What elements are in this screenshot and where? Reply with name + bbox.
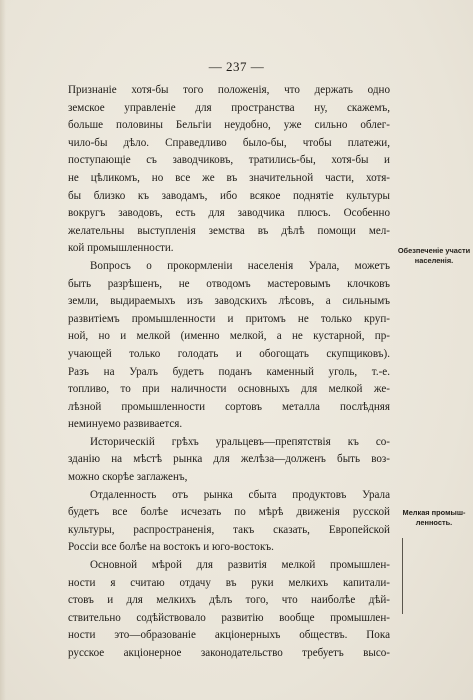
text-line: развитіемъ промышленности и притомъ не только круп- bbox=[68, 312, 390, 325]
text-line: учающей только голодать и обогощать скупщиковъ). bbox=[68, 347, 390, 360]
text-line: не цѣликомъ, но все же въ значительной части, хотя- bbox=[68, 171, 390, 184]
text-line: Россіи все болѣе на востокъ и юго-востокъ. bbox=[68, 541, 274, 554]
text-line: чило-бы дѣло. Справедливо было-бы, чтобы платежи, bbox=[68, 136, 390, 149]
text-line: вокругъ заводовъ, есть для заводчика плюсъ. Особенно bbox=[68, 207, 390, 220]
text-line: лѣзной промышленности сортовъ металла послѣдняя bbox=[68, 400, 390, 413]
text-line: земли, выдираемыхъ изъ заводскихъ лѣсовъ, а сильнымъ bbox=[68, 295, 390, 308]
body-text bbox=[68, 82, 390, 663]
text-line: культуры, распространенія, такъ сказать, Европейской bbox=[68, 523, 390, 536]
margin-note-line: Обезпеченіе участи bbox=[397, 246, 471, 255]
text-line: быть разрѣшенъ, не отводомъ мастеровымъ клочковъ bbox=[68, 277, 390, 290]
text-line: Отдаленность отъ рынка сбыта продуктовъ Урала bbox=[90, 488, 390, 501]
text-line: бы близко къ заводамъ, ибо всякое поднятіе культуры bbox=[68, 189, 390, 202]
text-line: топливо, то при наличности основныхъ для мелкой же- bbox=[68, 383, 390, 396]
margin-note-line: населенія. bbox=[414, 255, 454, 265]
margin-note-line: Мелкая промыш- bbox=[402, 508, 466, 517]
margin-rule bbox=[402, 538, 403, 614]
text-line: ной, но и мелкой (именно мелкой, а не кустарной, пр- bbox=[68, 330, 390, 343]
page-number: — 237 — bbox=[208, 59, 265, 74]
margin-note-food-supply bbox=[395, 246, 473, 265]
text-line: земское управленіе для пространства ну, скажемъ, bbox=[68, 101, 390, 114]
text-line: ности это—образованіе акціонерныхъ обществъ. Пока bbox=[68, 629, 390, 642]
text-line: Признаніе хотя-бы того положенія, что держать одно bbox=[68, 84, 390, 96]
text-line: Историческій грѣхъ уральцевъ—препятствія къ со- bbox=[90, 435, 390, 448]
text-line: ствительно содѣйствовало развитію вообще промышлен- bbox=[68, 611, 390, 624]
text-line: кой промышленности. bbox=[68, 242, 174, 255]
text-line: желательны выступленія земства въ дѣлѣ помощи мел- bbox=[68, 224, 390, 237]
text-line: Разъ на Уралъ будетъ поданъ каменный уголь, т.-е. bbox=[68, 365, 390, 378]
text-line: можно скорѣе заглаженъ, bbox=[68, 471, 188, 484]
text-line: больше половины Бельгіи неудобно, уже сильно облег- bbox=[68, 119, 390, 132]
text-line: неминуемо развивается. bbox=[68, 418, 183, 431]
text-line: русское акціонерное законодательство требуетъ высо- bbox=[68, 647, 390, 659]
text-line: поступающіе съ заводчиковъ, тратились-бы, хотя-бы и bbox=[68, 154, 390, 167]
text-line: будетъ все болѣе исчезать по мѣрѣ движенія русской bbox=[68, 506, 390, 519]
text-line: Основной мѣрой для развитія мелкой промышлен- bbox=[90, 559, 390, 572]
text-line: ности я считаю отдачу въ руки мелкихъ капитали- bbox=[68, 576, 390, 589]
margin-note-line: ленность. bbox=[415, 517, 453, 527]
text-line: стовъ и для мелкихъ дѣлъ того, что наиболѣе дѣй- bbox=[68, 594, 390, 607]
text-line: Вопросъ о прокормленіи населенія Урала, можетъ bbox=[90, 259, 390, 272]
text-line: зданію на мѣстѣ рынка для желѣза—долженъ быть воз- bbox=[68, 453, 390, 466]
margin-note-small-industry bbox=[395, 508, 473, 527]
page-spine-shadow bbox=[0, 0, 6, 700]
